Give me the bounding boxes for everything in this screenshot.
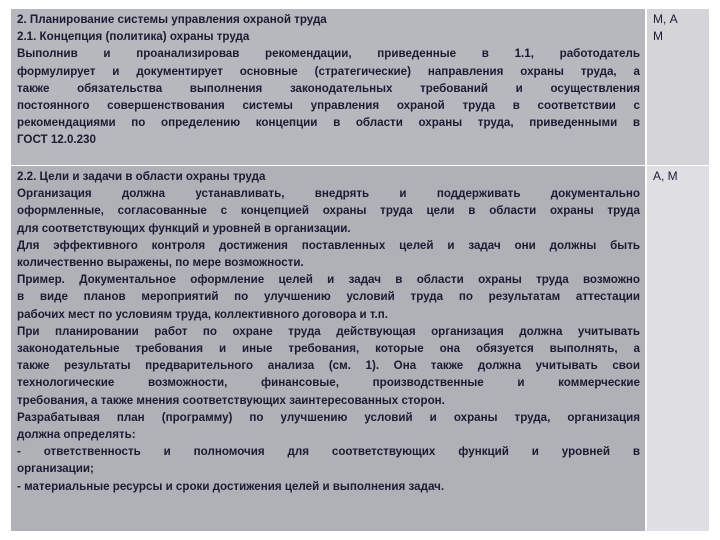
paragraph-line: Разрабатывая план (программу) по улучшению условий и охраны труда, организация: [17, 410, 640, 424]
section-text-cell: [11, 166, 645, 531]
paragraph-line: количественно выражены, по мере возможности.: [17, 256, 304, 270]
paragraph-line: технологические возможности, финансовые, производственные и коммерческие: [17, 376, 640, 390]
paragraph-line: - материальные ресурсы и сроки достижения целей и выполнения задач.: [17, 479, 445, 493]
paragraph-line: Организация должна устанавливать, внедрять и поддерживать документально: [17, 187, 640, 201]
paragraph-line: требования, а также мнения соответствующих заинтересованных сторон.: [17, 393, 445, 407]
paragraph-line: в виде планов мероприятий по улучшению условий труда по результатам аттестации: [17, 290, 640, 304]
paragraph-line: рабочих мест по условиям труда, коллективного договора и т.п.: [17, 307, 388, 321]
paragraph-line: ГОСТ 12.0.230: [17, 133, 96, 147]
section-code-cell: [647, 9, 709, 165]
paragraph-line: также обязательства выполнения законодательных требований и осуществления: [17, 81, 640, 95]
paragraph-line: законодательные требования и иные требования, которые она обязуется выполнять, а: [17, 342, 640, 356]
paragraph-line: постоянного совершенствования системы управления охраной труда в соответствии с: [17, 99, 640, 113]
paragraph-line: Пример. Документальное оформление целей и задач в области охраны труда возможно: [17, 273, 640, 287]
section-code-cell: [647, 166, 709, 531]
subsection-title: 2.1. Концепция (политика) охраны труда: [17, 30, 250, 44]
paragraph-line: рекомендациями по определению концепции в области охраны труда, приведенными в: [17, 116, 640, 130]
subsection-title: 2.2. Цели и задачи в области охраны труда: [17, 170, 266, 183]
paragraph-line: организации;: [17, 462, 94, 476]
section-text-cell: [11, 9, 645, 165]
paragraph-line: должна определять:: [17, 428, 136, 442]
paragraph-line: для соответствующих функций и уровней в организации.: [17, 221, 351, 235]
table-row: [11, 166, 709, 531]
subsection-code: М: [653, 29, 663, 44]
table-row: [11, 9, 709, 165]
paragraph-line: Для эффективного контроля достижения поставленных целей и задач они должны быть: [17, 238, 640, 252]
section-code: А, М: [653, 169, 678, 183]
paragraph-line: оформленные, согласованные с концепцией охраны труда цели в области охраны труда: [17, 204, 640, 218]
paragraph-line: формулирует и документирует основные (стратегические) направления охраны труда, а: [17, 64, 640, 78]
paragraph-line: Выполнив и проанализировав рекомендации, приведенные в 1.1, работодатель: [17, 47, 640, 61]
paragraph-line: также результаты предварительного анализа (см. 1). Она также должна учитывать свои: [17, 359, 640, 373]
section-header: 2. Планирование системы управления охраной труда: [17, 13, 327, 26]
section-code: М, А: [653, 12, 678, 26]
paragraph-line: При планировании работ по охране труда действующая организация должна учитывать: [17, 324, 640, 338]
content-table: [10, 8, 710, 532]
paragraph-line: - ответственность и полномочия для соответствующих функций и уровней в: [17, 445, 640, 459]
